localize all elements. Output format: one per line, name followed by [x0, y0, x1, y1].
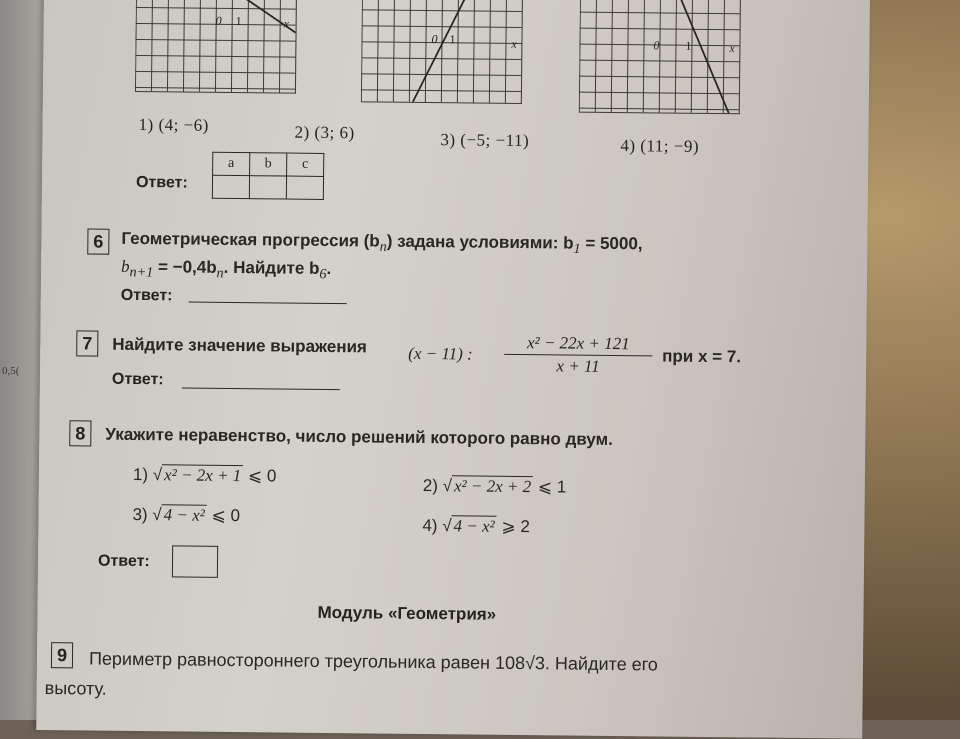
task6-text-f: . Найдите b: [223, 257, 320, 278]
graph-3: [579, 0, 741, 114]
task6-sub-b: 1: [573, 240, 581, 258]
graph-3-x: x: [729, 41, 735, 56]
task8-option-3-radicand: 4 − x²: [162, 504, 207, 524]
module-heading: Модуль «Геометрия»: [317, 602, 497, 624]
task7-suffix: при x = 7.: [662, 346, 742, 367]
task8-option-4-num: 4): [422, 515, 438, 536]
task6-text-d: b: [121, 256, 130, 276]
task8-option-4-radicand: 4 − x²: [451, 515, 496, 535]
task6-answer-label: Ответ:: [120, 286, 173, 305]
task6-line-1: [121, 229, 642, 259]
task5-option-4: 4) (11; −9): [620, 136, 700, 156]
task6-text-g: .: [326, 258, 332, 279]
task8-option-2-rel: ⩽ 1: [533, 477, 567, 497]
task8-option-2: 2) √ x² − 2x + 2 ⩽ 1: [422, 475, 567, 497]
task6-sub-c: n+1: [129, 264, 154, 281]
task8-answer-box[interactable]: [172, 545, 218, 577]
graph-3-one: 1: [685, 38, 692, 53]
task7-prefix: Найдите значение выражения: [112, 334, 368, 357]
graph-3-zero: 0: [653, 38, 660, 53]
task6-number: 6: [87, 228, 109, 254]
task9-line-1: Периметр равностороннего треугольника равен 108√3. Найдите его: [88, 648, 658, 675]
task7-fraction: [504, 333, 652, 378]
task7-number: 7: [76, 330, 98, 356]
task8-option-2-radicand: x² − 2x + 2: [452, 475, 533, 496]
task5-option-3: 3) (−5; −11): [440, 130, 530, 151]
task6-text-b: ) задана условиями: b: [386, 231, 574, 253]
workbook-page: [36, 0, 870, 739]
task8-answer-label: Ответ:: [97, 552, 150, 571]
task8-number: 8: [69, 420, 91, 446]
task8-option-1-rel: ⩽ 0: [243, 466, 277, 486]
task7-answer-label: Ответ:: [111, 370, 164, 389]
graph-1-one: 1: [235, 14, 242, 29]
task8-option-3-rel: ⩽ 0: [206, 505, 241, 526]
task5-answer-table: [212, 152, 324, 200]
graph-1: [135, 0, 297, 94]
task8-option-2-num: 2): [422, 475, 439, 496]
task6-line-2: [121, 257, 331, 284]
task6-text-e: = −0,4b: [153, 257, 217, 277]
task5-answer-label: Ответ:: [135, 173, 188, 192]
task8-option-1: 1) √ x² − 2x + 1 ⩽ 0: [132, 464, 277, 486]
task7-expr: (x − 11) :: [408, 343, 473, 364]
task7-answer-line[interactable]: [182, 387, 340, 390]
task8-text: Укажите неравенство, число решений которого равно двум.: [105, 424, 613, 449]
task5-col-c: c: [287, 153, 324, 176]
task5-option-2: 2) (3; 6): [294, 122, 355, 143]
task5-answer-a[interactable]: [212, 175, 249, 198]
task5-answer-b[interactable]: [249, 176, 286, 199]
task6-answer-line[interactable]: [189, 302, 347, 305]
task6-sub-d: n: [216, 265, 224, 282]
graph-2-zero: 0: [431, 32, 438, 47]
graph-1-x: x: [283, 16, 290, 31]
task8-option-1-radicand: x² − 2x + 1: [162, 464, 243, 485]
task5-col-b: b: [250, 153, 287, 176]
graph-2: [361, 0, 523, 104]
task6-text-a: Геометрическая прогрессия (b: [121, 228, 380, 251]
task6-sub-e: 6: [319, 266, 327, 283]
task8-option-3: 3) √ 4 − x² ⩽ 0: [132, 504, 241, 526]
task7-numerator: x² − 22x + 121: [526, 333, 630, 354]
task6-sub-a: n: [379, 238, 387, 255]
graph-3-line: [579, 0, 742, 115]
task5-answer-c[interactable]: [286, 176, 323, 199]
task7-denominator: x + 11: [556, 356, 600, 376]
task6-text-c: = 5000,: [580, 233, 643, 254]
task8-option-4: 4) √ 4 − x² ⩾ 2: [422, 515, 530, 537]
task9-number: 9: [51, 642, 73, 668]
margin-crop-text: 0,5(: [2, 365, 20, 377]
graph-2-x: x: [511, 36, 517, 51]
graph-1-zero: 0: [215, 13, 222, 28]
task8-option-1-num: 1): [132, 464, 149, 485]
task5-option-1: 1) (4; −6): [138, 114, 209, 135]
task8-option-4-rel: ⩾ 2: [496, 516, 530, 537]
task8-option-3-num: 3): [132, 504, 148, 525]
graph-2-line: [361, 0, 524, 105]
task5-col-a: a: [213, 152, 250, 175]
task9-line-2: высоту.: [44, 678, 107, 699]
graph-2-one: 1: [449, 32, 456, 47]
